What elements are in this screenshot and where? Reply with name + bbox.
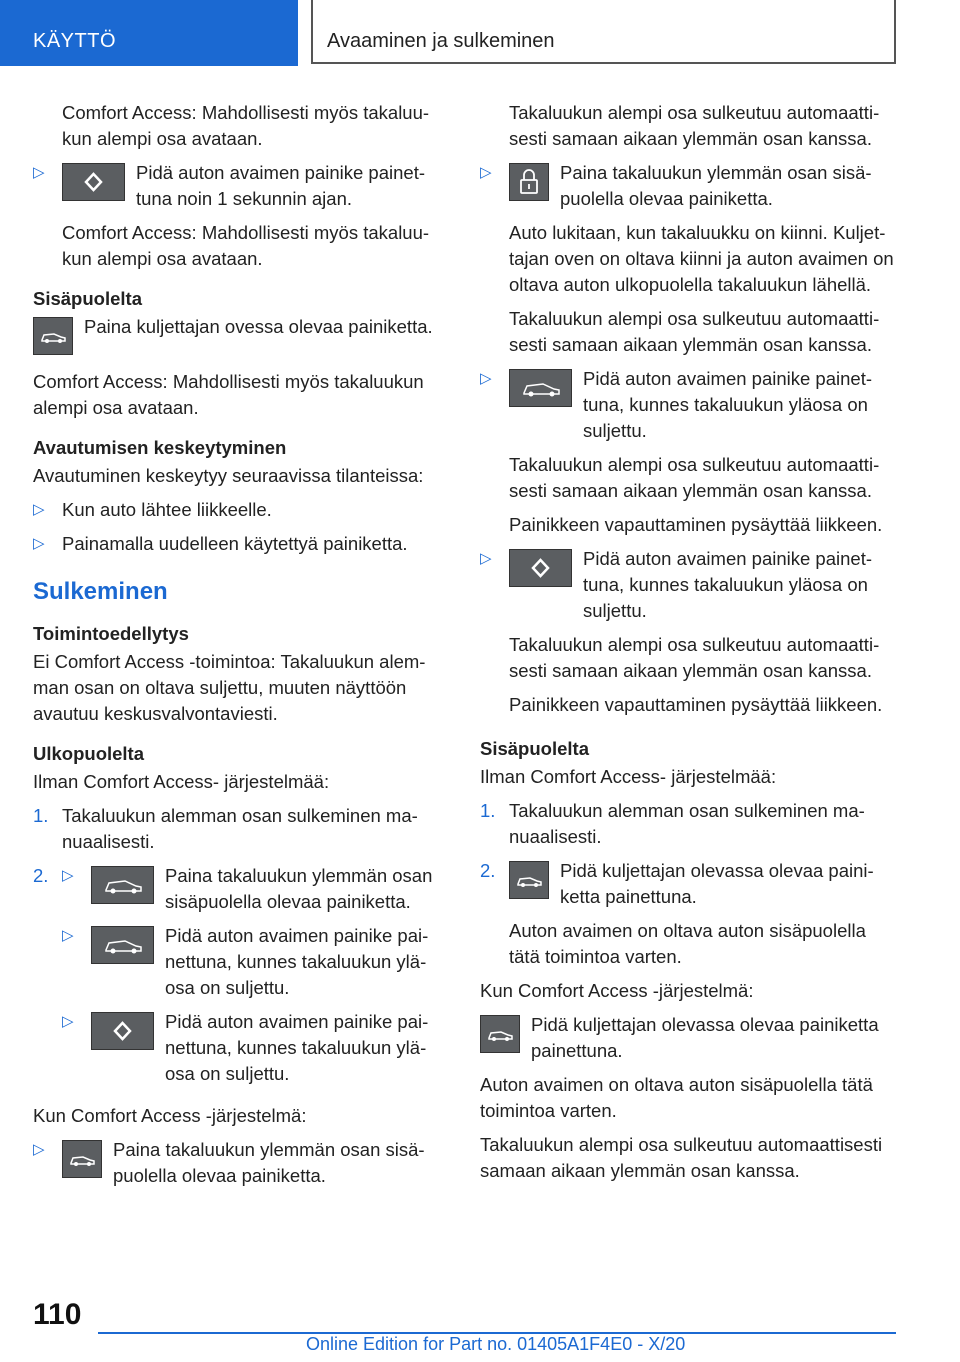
sub-bullet-item <box>62 863 448 915</box>
car-tailgate-icon <box>91 926 154 964</box>
heading-inside: Sisäpuolelta <box>480 738 589 759</box>
key-diamond-icon <box>91 1012 154 1050</box>
key-diamond-icon <box>62 163 125 201</box>
bullet-text: Pidä auton avaimen painike painettuna, kunnes takaluukun yläosa on suljettu. <box>583 548 873 621</box>
heading-inside: Sisäpuolelta <box>33 288 142 309</box>
item-text: Takaluukun alemman osan sulkeminen manuaalisesti. <box>509 800 865 847</box>
bullet-text: Pidä auton avaimen painike painettuna, kunnes takaluukun yläosa on suljettu. <box>165 1011 429 1084</box>
section-tab <box>0 0 298 66</box>
numbered-item <box>33 863 448 1095</box>
triangle-bullet-icon: ▷ <box>480 164 492 181</box>
paragraph: Takaluukun alempi osa sulkeutuu automaattisesti samaan aikaan ylemmän osan kanssa. <box>480 1134 883 1181</box>
paragraph: Takaluukun alempi osa sulkeutuu automaattisesti samaan aikaan ylemmän osan kanssa. <box>509 454 880 501</box>
chapter-title: Avaaminen ja sulkeminen <box>327 30 555 52</box>
page-number: 110 <box>33 1298 82 1331</box>
paragraph: Comfort Access: Mahdollisesti myös takaluukun alempi osa avataan. <box>33 371 424 418</box>
triangle-bullet-icon: ▷ <box>62 927 74 944</box>
paragraph: Comfort Access: Mahdollisesti myös takaluukun alempi osa avataan. <box>62 102 430 149</box>
paragraph: Ilman Comfort Access‑ järjestelmää: <box>480 766 777 787</box>
paragraph: Kun Comfort Access ‑järjestelmä: <box>33 1105 307 1126</box>
car-tailgate-icon <box>509 861 549 899</box>
paragraph: Takaluukun alempi osa sulkeutuu automaattisesti samaan aikaan ylemmän osan kanssa. <box>509 634 880 681</box>
bullet-item <box>480 366 895 444</box>
item-text: Takaluukun alemman osan sulkeminen manuaalisesti. <box>62 805 418 852</box>
paragraph: Painikkeen vapauttaminen pysäyttää liikkeen. <box>509 694 883 715</box>
key-diamond-icon <box>509 549 572 587</box>
bullet-text: Kun auto lähtee liikkeelle. <box>62 499 272 520</box>
item-number: 1. <box>480 800 496 821</box>
paragraph: Ei Comfort Access ‑toimintoa: Takaluukun alemman osan on oltava suljettu, muuten näyttöön avautuu keskusvalvontaviesti. <box>33 651 426 724</box>
paragraph: Kun Comfort Access ‑järjestelmä: <box>480 980 754 1001</box>
lock-icon <box>509 163 549 201</box>
paragraph: Takaluukun alempi osa sulkeutuu automaattisesti samaan aikaan ylemmän osan kanssa. <box>509 102 880 149</box>
heading-interrupt: Avautumisen keskeytyminen <box>33 437 287 458</box>
triangle-bullet-icon: ▷ <box>33 535 45 552</box>
paragraph: Pidä kuljettajan olevassa olevaa painiketta painettuna. <box>531 1014 879 1061</box>
icon-paragraph <box>33 314 448 355</box>
triangle-bullet-icon: ▷ <box>33 1141 45 1158</box>
left-column <box>33 100 448 1197</box>
icon-paragraph <box>480 1012 895 1064</box>
bullet-text: Paina takaluukun ylemmän osan sisäpuolella olevaa painiketta. <box>113 1139 425 1186</box>
item-number: 2. <box>480 860 496 881</box>
bullet-item <box>480 546 895 624</box>
car-tailgate-icon <box>509 369 572 407</box>
item-number: 2. <box>33 865 49 886</box>
car-tailgate-icon <box>33 317 73 355</box>
triangle-bullet-icon: ▷ <box>62 867 74 884</box>
bullet-text: Pidä auton avaimen painike painettuna, kunnes takaluukun yläosa on suljettu. <box>583 368 873 441</box>
bullet-item <box>33 160 448 212</box>
paragraph: Auton avaimen on oltava auton sisäpuolella tätä toimintoa varten. <box>480 1074 873 1121</box>
paragraph: Painikkeen vapauttaminen pysäyttää liikkeen. <box>509 514 883 535</box>
heading-prereq: Toimintoedellytys <box>33 623 189 644</box>
paragraph: Comfort Access: Mahdollisesti myös takaluukun alempi osa avataan. <box>62 222 430 269</box>
paragraph: Auton avaimen on oltava auton sisäpuolella tätä toimintoa varten. <box>509 920 866 967</box>
paragraph: Paina kuljettajan ovessa olevaa painiketta. <box>84 316 433 337</box>
bullet-item <box>33 497 448 523</box>
bullet-text: Paina takaluukun ylemmän osan sisäpuolella olevaa painiketta. <box>165 865 433 912</box>
sub-bullet-item <box>62 1009 448 1087</box>
bullet-item <box>33 531 448 557</box>
right-column <box>480 100 895 1192</box>
sub-bullet-item <box>62 923 448 1001</box>
car-tailgate-icon <box>62 1140 102 1178</box>
numbered-item <box>480 858 895 910</box>
triangle-bullet-icon: ▷ <box>480 370 492 387</box>
car-tailgate-icon <box>480 1015 520 1053</box>
car-tailgate-icon <box>91 866 154 904</box>
triangle-bullet-icon: ▷ <box>62 1013 74 1030</box>
section-label: KÄYTTÖ <box>33 30 117 52</box>
bullet-text: Paina takaluukun ylemmän osan sisäpuolella olevaa painiketta. <box>560 162 872 209</box>
paragraph: Takaluukun alempi osa sulkeutuu automaattisesti samaan aikaan ylemmän osan kanssa. <box>509 308 880 355</box>
paragraph: Ilman Comfort Access‑ järjestelmää: <box>33 771 330 792</box>
bullet-text: Pidä auton avaimen painike painettuna, kunnes takaluukun yläosa on suljettu. <box>165 925 429 998</box>
edition-link[interactable]: Online Edition for Part no. 01405A1F4E0 - X/20 <box>306 1334 686 1354</box>
bullet-item <box>33 1137 448 1189</box>
heading-closing: Sulkeminen <box>33 578 168 605</box>
item-number: 1. <box>33 805 49 826</box>
paragraph: Auto lukitaan, kun takaluukku on kiinni. Kuljettajan oven on oltava kiinni ja auton avaimen on oltava auton ulkopuolella takaluukun lähellä. <box>509 222 894 295</box>
bullet-text: Painamalla uudelleen käytettyä painiketta. <box>62 533 408 554</box>
chapter-header <box>311 0 896 64</box>
numbered-item <box>33 803 448 855</box>
triangle-bullet-icon: ▷ <box>480 550 492 567</box>
triangle-bullet-icon: ▷ <box>33 164 45 181</box>
numbered-item <box>480 798 895 850</box>
item-text: Pidä kuljettajan olevassa olevaa painiketta painettuna. <box>560 860 874 907</box>
triangle-bullet-icon: ▷ <box>33 501 45 518</box>
bullet-text: Pidä auton avaimen painike painettuna noin 1 sekunnin ajan. <box>136 162 426 209</box>
bullet-item <box>480 160 895 212</box>
paragraph: Avautuminen keskeytyy seuraavissa tilanteissa: <box>33 465 424 486</box>
heading-outside: Ulkopuolelta <box>33 743 145 764</box>
